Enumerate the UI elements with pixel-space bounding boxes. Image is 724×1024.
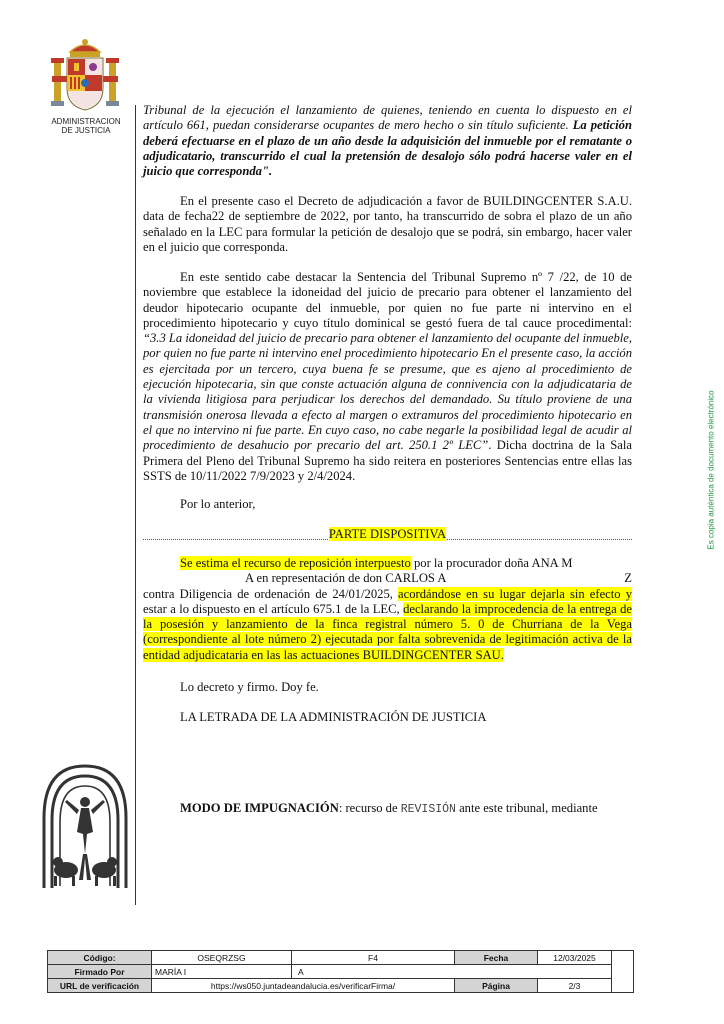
margin-divider bbox=[135, 105, 136, 905]
por-lo-anterior: Por lo anterior, bbox=[180, 497, 256, 511]
section-title: PARTE DISPOSITIVA bbox=[328, 527, 447, 541]
pagina-label: Página bbox=[455, 979, 538, 993]
impugnacion-paragraph: MODO DE IMPUGNACIÓN: recurso de REVISIÓN ante este tribunal, mediante bbox=[180, 801, 598, 816]
pagina-value: 2/3 bbox=[538, 979, 612, 993]
fecha-value: 12/03/2025 bbox=[538, 951, 612, 965]
paragraph-2: En el presente caso el Decreto de adjudicación a favor de BUILDINGCENTER S.A.U. data de fecha22 de septiembre de 2022, por tanto, ha transcurrido de sobra el plazo de un año señalado en la LEC para formular la petición de desalojo que se podrá, sin embargo, hacer valer en el juicio que corresponda. bbox=[143, 194, 632, 254]
qr-placeholder bbox=[612, 951, 634, 993]
coat-of-arms-logo bbox=[48, 38, 122, 114]
table-row bbox=[48, 951, 634, 965]
codigo-label: Código: bbox=[48, 951, 152, 965]
junta-andalucia-emblem-icon bbox=[38, 758, 132, 892]
signature-line: LA LETRADA DE LA ADMINISTRACIÓN DE JUSTICIA bbox=[180, 710, 487, 724]
table-row bbox=[48, 965, 634, 979]
paragraph-3: En este sentido cabe destacar la Sentencia del Tribunal Supremo nº 7 /22, de 10 de noviembre que establece la idoneidad del juicio de precario para obtener el lanzamiento del deudor hipotecario ocupante del inmueble, por quien no fue parte ni intervino en el procedimiento hipotecario y cuyo título dominical se gestó fuera de tal cauce procedimental: “3.3 La idoneidad del juicio de precario para obtener el lanzamiento del ocupante del inmueble, por quien no fue parte ni intervino enel procedimiento hipotecario En el presente caso, la acción es ejercitada por un tercero, cuya buena fe se presume, que es ajeno al procedimiento de ejecución hipotecaria, sin que conste actuación alguna de connivencia con la adjudicataria de la vivienda litigiosa para perjudicar los derechos del demandado. Su título proviene de una transmisión onerosa llevada a efecto al margen o extramuros del procedimiento hipotecario en el que no intervino ni fue parte. En cuyo caso, no cabe negarle la posibilidad legal de acudir al procedimiento de desahucio por precario del art. 250.1 2º LEC”. Dicha doctrina de la Sala Primera del Pleno del Tribunal Supremo ha sido reitera en posteriores Sentencias entre ellas las SSTS de 10/11/2022 7/9/2023 y 2/4/2024. bbox=[143, 270, 632, 483]
firmado-label: Firmado Por bbox=[48, 965, 152, 979]
logo-caption: ADMINISTRACION DE JUSTICIA bbox=[51, 117, 121, 135]
codigo-value: OSEQRZSG bbox=[152, 951, 292, 965]
firmado-value-2: A bbox=[292, 965, 612, 979]
fecha-label: Fecha bbox=[455, 951, 538, 965]
table-row bbox=[48, 979, 634, 993]
verification-table bbox=[47, 950, 634, 993]
url-label: URL de verificación bbox=[48, 979, 152, 993]
shield-icon bbox=[67, 58, 103, 110]
paragraph-1: Tribunal de la ejecución el lanzamiento de quienes, teniendo en cuenta lo dispuesto en el artículo 661, puedan considerarse ocupantes de mero hecho o sin título suficiente. La petición deberá efectuarse en el plazo de un año desde la adquisición del inmueble por el rematante o adjudicatario, transcurrido el cual la pretensión de desalojo sólo podrá hacerse valer en el juicio que corresponda". bbox=[143, 103, 632, 179]
url-value[interactable]: https://ws050.juntadeandalucia.es/verificarFirma/ bbox=[152, 979, 455, 993]
closing-text: Lo decreto y firmo. Doy fe. bbox=[180, 680, 319, 694]
dispositiva-paragraph: Se estima el recurso de reposición interpuesto por la procurador doña ANA M A en representación de don CARLOS A Z contra Diligencia de ordenación de 24/01/2025, acordándose en su lugar dejarla sin efecto y estar a lo dispuesto en el artículo 675.1 de la LEC, declarando la improcedencia de la entrega de la posesión y lanzamiento de la finca registral número 5. 0 de Churriana de la Vega (correspondiente al lote número 2) ejecutada por falta sobrevenida de legitimación activa de la entidad adjudicataria en las las actuaciones BUILDINGCENTER SAU. bbox=[143, 556, 632, 662]
firmado-value: MARÍA I bbox=[152, 965, 292, 979]
codigo-extra: F4 bbox=[292, 951, 455, 965]
crown-icon bbox=[70, 39, 100, 57]
